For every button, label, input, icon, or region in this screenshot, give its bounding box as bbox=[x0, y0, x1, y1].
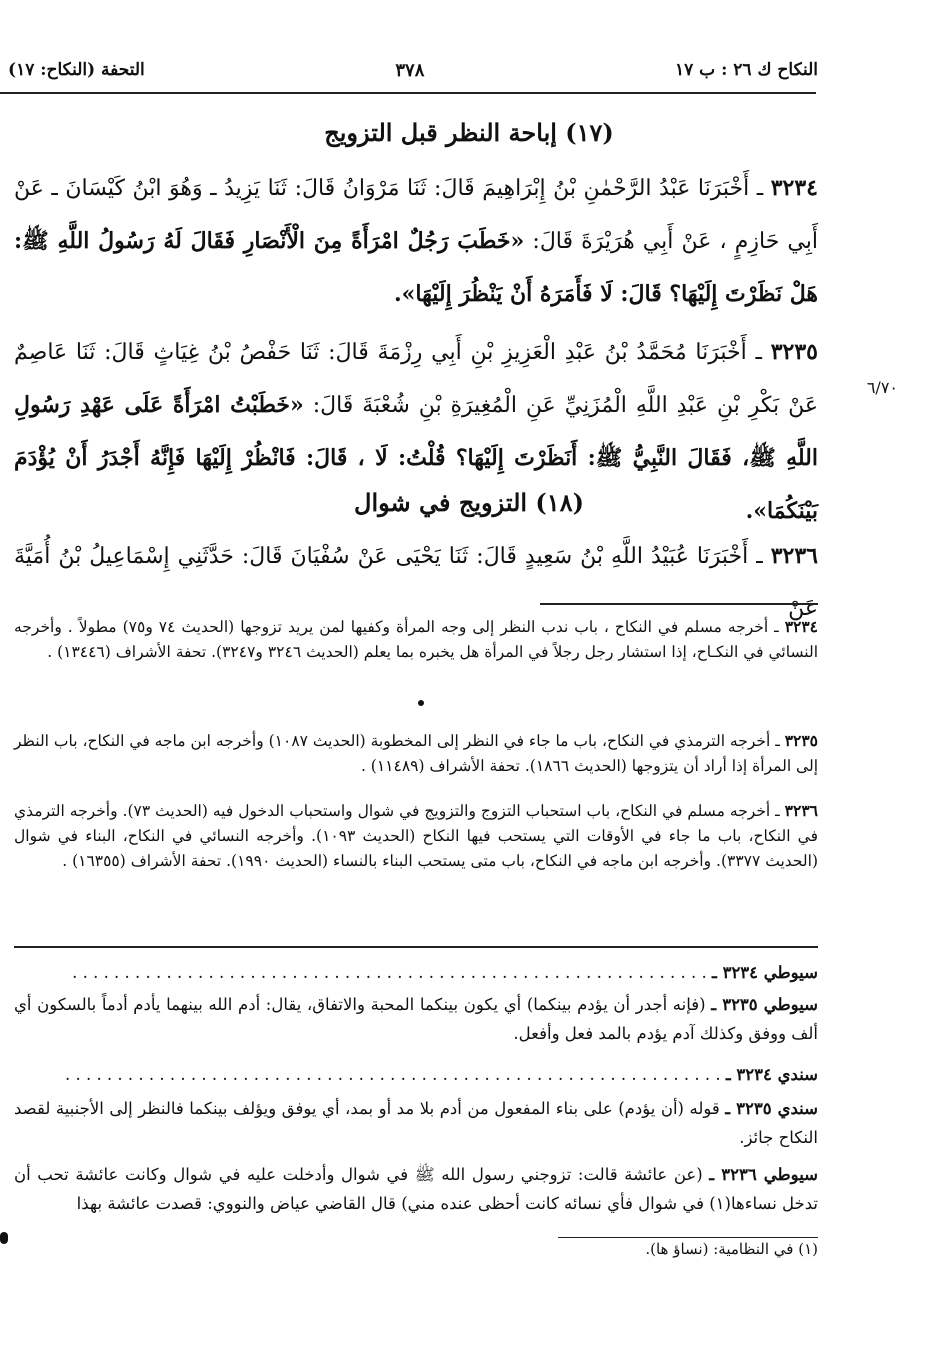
takhrij-3235: ٣٢٣٥ ـ أخرجه الترمذي في النكاح، باب ما جاء في النظر إلى المخطوبة (الحديث ١٠٨٧) وأخرجه ابن ماجه في النكاح، باب النظر إلى المرأة إذا أراد أن يتزوجها (الحديث ١٨٦٦). تحفة الأشراف (١١٤٨٩) . bbox=[14, 731, 818, 775]
commentary-suyuti-3236 bbox=[14, 1160, 818, 1218]
section-title-17: (١٧) إباحة النظر قبل التزويج bbox=[324, 118, 614, 147]
commentary-suyuti-3234 bbox=[14, 958, 818, 987]
margin-volume-note: ٦/٧٠ bbox=[866, 378, 898, 397]
footnote: (١) في النظامية: (نساؤ ها). bbox=[645, 1240, 818, 1258]
header-tuhfa-ref: التحفة (النكاح: ١٧) bbox=[8, 60, 145, 80]
section-title-18: (١٨) التزويج في شوال bbox=[354, 488, 584, 517]
running-header bbox=[8, 52, 818, 88]
edge-ink-mark bbox=[0, 1232, 8, 1244]
commentary-divider bbox=[14, 946, 818, 948]
hadith-number: ٣٢٣٤ bbox=[770, 175, 818, 201]
hadith-isnad: أَخْبَرَنَا عُبَيْدُ اللَّهِ بْنُ سَعِيدٍ قَالَ: ثَنَا يَحْيَى عَنْ سُفْيَانَ قَالَ: حَدَّثَنِي إِسْمَاعِيلُ بْنُ أُمَيَّةَ عَنْ bbox=[14, 544, 818, 621]
takhrij-3234: ٣٢٣٤ ـ أخرجه مسلم في النكاح ، باب ندب النظر إلى وجه المرأة وكفيها لمن يريد تزوجها (الحديث ٧٤ و٧٥) مطولاً . وأخرجه النسائي في النكـاح، إذا استشار رجل رجلاً في المرأة هل يخبره بما يعلم (الحديث ٣٢٤٦ و٣٢٤٧). تحفة الأشراف (١٣٤٤٦) . bbox=[14, 617, 819, 661]
ink-dot bbox=[418, 700, 424, 706]
commentary-label: سيوطي ٣٢٣٦ ـ bbox=[709, 1165, 818, 1184]
commentary-label: سندي ٣٢٣٥ ـ bbox=[725, 1099, 818, 1118]
hadith-matn: «خَطَبَ رَجُلٌ امْرَأَةً مِنَ الْأَنْصَارِ فَقَالَ لَهُ رَسُولُ اللَّهِ ﷺ: هَلْ نَظَرْتَ إِلَيْهَا؟ قَالَ: لَا فَأَمَرَهُ أَنْ يَنْظُرَ إِلَيْهَا». bbox=[14, 228, 818, 307]
takhrij-3236: ٣٢٣٦ ـ أخرجه مسلم في النكاح، باب استحباب التزوج والتزويج في شوال واستحباب الدخول فيه (الحديث ٧٣). وأخرجه الترمذي في النكاح، باب ما جاء في الأوقات التي يستحب فيها النكاح (الحديث ١٠٩٣). وأخرجه النسائي في النكاح، البناء في شوال (الحديث ٣٣٧٧). وأخرجه ابن ماجه في النكاح، باب متى يستحب البناء بالنساء (الحديث ١٩٩٠). تحفة الأشراف (١٦٣٥٥) . bbox=[14, 801, 818, 870]
hadith-number: ٣٢٣٦ bbox=[770, 543, 818, 569]
hadith-isnad: أَخْبَرَنَا عَبْدُ الرَّحْمٰنِ بْنُ إِبْرَاهِيمَ قَالَ: ثَنَا مَرْوَانُ قَالَ: ثَنَا يَزِيدُ ـ وَهُوَ ابْنُ كَيْسَانَ ـ عَنْ أَبِي حَازِمٍ ، عَنْ أَبِي هُرَيْرَةَ قَالَ: bbox=[14, 176, 818, 254]
commentary-text: (فإنه أجدر أن يؤدم بينكما) أي يكون بينكما المحبة والاتفاق، يقال: أدم الله بينهما يأدم أدماً بالسكون أي ألف ووفق وكذلك آدم يؤدم بالمد فعل وأفعل. bbox=[14, 995, 818, 1043]
hadith-number: ٣٢٣٥ bbox=[770, 339, 818, 365]
takhrij-text: أخرجه مسلم في النكاح، باب استحباب التزوج والتزويج في شوال واستحباب الدخول فيه (الحديث ٧٣). وأخرجه الترمذي في النكاح، باب ما جاء في الأوقات التي يستحب فيها النكاح (الحديث ١٠٩٣). وأخرجه النسائي في النكاح، البناء في شوال (الحديث ٣٣٧٧). وأخرجه ابن ماجه في النكاح، باب متى يستحب البناء بالنساء (الحديث ١٩٩٠). تحفة الأشراف (١٦٣٥٥) . bbox=[14, 802, 818, 870]
hadith-3235: ٣٢٣٥ ـ أَخْبَرَنَا مُحَمَّدُ بْنُ عَبْدِ الْعَزِيزِ بْنِ أَبِي رِزْمَةَ قَالَ: ثَنَا حَفْصُ بْنُ غِيَاثٍ قَالَ: ثَنَا عَاصِمٌ عَنْ بَكْرِ بْنِ عَبْدِ اللَّهِ الْمُزَنِيِّ عَنِ الْمُغِيرَةِ بْنِ شُعْبَةَ قَالَ: «خَطَبْتُ امْرَأَةً عَلَى عَهْدِ رَسُولِ اللَّهِ ﷺ، فَقَالَ النَّبِيُّ ﷺ: أَنَظَرْتَ إِلَيْهَا؟ قُلْتُ: لَا ، قَالَ: فَانْظُرْ إِلَيْهَا فَإِنَّهُ أَجْدَرُ أَنْ يُؤْدَمَ بَيْنَكُمَا». bbox=[14, 339, 818, 524]
commentary-text: (عن عائشة قالت: تزوجني رسول الله ﷺ في شوال وأدخلت عليه في شوال وكانت عائشة تحب أن تدخل نساءها(١) في شوال فأي نسائه كانت أحظى عنده مني) قال القاضي عياض والنووي: قصدت عائشة بهذا bbox=[14, 1165, 818, 1213]
commentary-text: قوله (أن يؤدم) على بناء المفعول من أدم بلا مد أو بمد، أي يوفق ويؤلف بينكما فالنظر إلى الأجنبية لقصد النكاح جائز. bbox=[14, 1099, 818, 1147]
takhrij-text: أخرجه الترمذي في النكاح، باب ما جاء في النظر إلى المخطوبة (الحديث ١٠٨٧) وأخرجه ابن ماجه في النكاح، باب النظر إلى المرأة إذا أراد أن يتزوجها (الحديث ١٨٦٦). تحفة الأشراف (١١٤٨٩) . bbox=[14, 732, 818, 775]
commentary-suyuti-3235 bbox=[14, 990, 818, 1048]
header-chapter-ref: النكاح ك ٢٦ : ب ١٧ bbox=[674, 60, 818, 80]
commentary-label: سندي ٣٢٣٤ ـ bbox=[725, 1065, 818, 1084]
hadith-3236: ٣٢٣٦ ـ أَخْبَرَنَا عُبَيْدُ اللَّهِ بْنُ سَعِيدٍ قَالَ: ثَنَا يَحْيَى عَنْ سُفْيَانَ قَالَ: حَدَّثَنِي إِسْمَاعِيلُ بْنُ أُمَيَّةَ عَنْ bbox=[14, 543, 818, 621]
takhrij-text: أخرجه مسلم في النكاح ، باب ندب النظر إلى وجه المرأة وكفيها لمن يريد تزوجها (الحديث ٧٤ و٧٥) مطولاً . وأخرجه النسائي في النكـاح، إذا استشار رجل رجلاً في المرأة هل يخبره بما يعلم (الحديث ٣٢٤٦ و٣٢٤٧). تحفة الأشراف (١٣٤٤٦) . bbox=[14, 618, 818, 661]
footnote2-divider bbox=[558, 1237, 818, 1238]
page-number: ٣٧٨ bbox=[395, 59, 425, 81]
takhrij-number: ٣٢٣٤ bbox=[784, 617, 819, 636]
hadith-3234: ٣٢٣٤ ـ أَخْبَرَنَا عَبْدُ الرَّحْمٰنِ بْنُ إِبْرَاهِيمَ قَالَ: ثَنَا مَرْوَانُ قَالَ: ثَنَا يَزِيدُ ـ وَهُوَ ابْنُ كَيْسَانَ ـ عَنْ أَبِي حَازِمٍ ، عَنْ أَبِي هُرَيْرَةَ قَالَ: «خَطَبَ رَجُلٌ امْرَأَةً مِنَ الْأَنْصَارِ فَقَالَ لَهُ رَسُولُ اللَّهِ ﷺ: هَلْ نَظَرْتَ إِلَيْهَا؟ قَالَ: لَا فَأَمَرَهُ أَنْ يَنْظُرَ إِلَيْهَا». bbox=[14, 175, 818, 307]
commentary-sindi-3235 bbox=[14, 1094, 818, 1152]
footnote-divider bbox=[540, 603, 818, 605]
commentary-label: سيوطي ٣٢٣٥ ـ bbox=[711, 995, 818, 1014]
commentary-dots: . . . . . . . . . . . . . . . . . . . . . . . . . . . . . . . . . . . . . . . . . . . . . . . . . . . . . . . . . . . . . bbox=[72, 963, 707, 982]
commentary-label: سيوطي ٣٢٣٤ ـ bbox=[711, 963, 818, 982]
header-rule bbox=[0, 92, 816, 94]
commentary-dots: . . . . . . . . . . . . . . . . . . . . . . . . . . . . . . . . . . . . . . . . . . . . . . . . . . . . . . . . . . . . . . . bbox=[64, 1065, 721, 1084]
takhrij-number: ٣٢٣٦ bbox=[784, 801, 818, 820]
hadith-matn: «خَطَبْتُ امْرَأَةً عَلَى عَهْدِ رَسُولِ اللَّهِ ﷺ، فَقَالَ النَّبِيُّ ﷺ: أَنَظَرْتَ إِلَيْهَا؟ قُلْتُ: لَا ، قَالَ: فَانْظُرْ إِلَيْهَا فَإِنَّهُ أَجْدَرُ أَنْ يُؤْدَمَ بَيْنَكُمَا». bbox=[14, 392, 818, 524]
hadith-isnad: أَخْبَرَنَا مُحَمَّدُ بْنُ عَبْدِ الْعَزِيزِ بْنِ أَبِي رِزْمَةَ قَالَ: ثَنَا حَفْصُ بْنُ غِيَاثٍ قَالَ: ثَنَا عَاصِمٌ عَنْ بَكْرِ بْنِ عَبْدِ اللَّهِ الْمُزَنِيِّ عَنِ الْمُغِيرَةِ بْنِ شُعْبَةَ قَالَ: bbox=[14, 340, 818, 418]
takhrij-number: ٣٢٣٥ bbox=[784, 731, 818, 750]
commentary-sindi-3234 bbox=[14, 1060, 818, 1089]
